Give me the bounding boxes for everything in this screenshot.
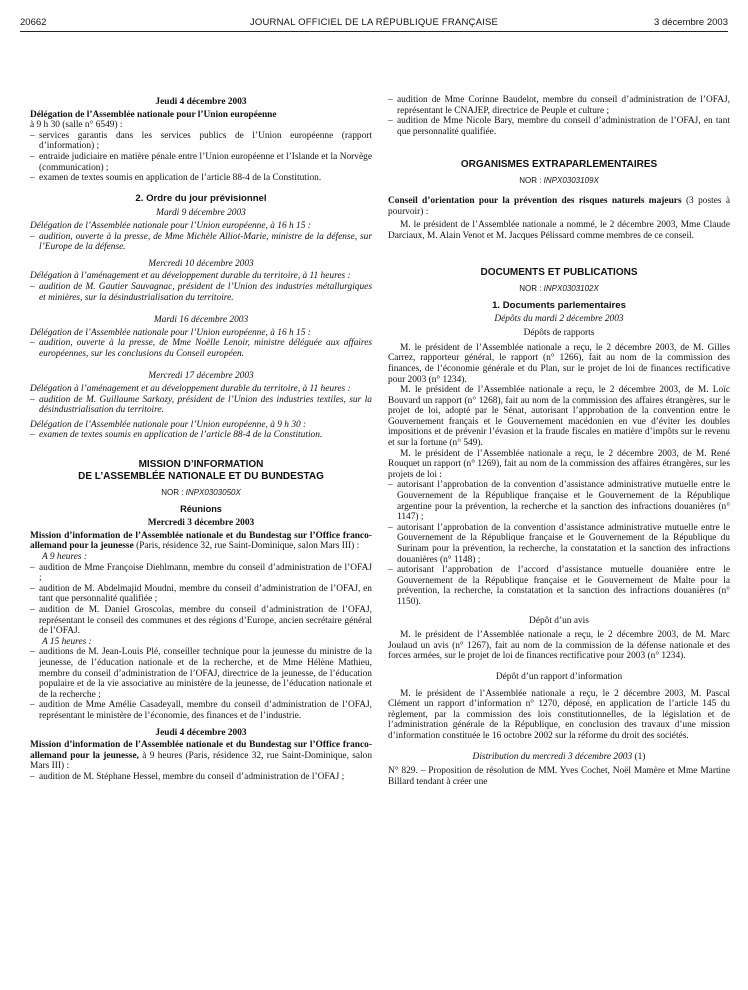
list-item: – audition de M. Stéphane Hessel, membre du conseil d’administration de l’OFAJ ; [30,772,372,783]
list-item: – autorisant l’approbation de l’accord d’assistance mutuelle douanière entre le Gouvernement de la République française et le Gouvernement de Malte pour la prévention, la recherche, la constatation et la sanction des infractions douanières (n° 1150). [388,565,730,607]
paragraph: Mission d’information de l’Assemblée nationale et du Bundestag sur l’Office franco-allemand pour la jeunesse (Paris, résidence 32, rue Saint-Dominique, salon Mars III) : [30,530,372,552]
date-heading: Jeudi 4 décembre 2003 [155,97,247,107]
page-header [20,17,728,32]
agenda-list [30,563,372,637]
list-item: – auditions de M. Jean-Louis Plé, conseiller technique pour la jeunesse du ministre de la jeunesse, de l’éducation nationale et de la recherche, et de Mme Hélène Mathieu, membre du conseil d’administration de l’OFAJ, directrice de la jeunesse, de l’éducation populaire et de la vie associative au ministère de la jeunesse, de l’éducation nationale et de la recherche ; [30,647,372,700]
paragraph: M. le président de l’Assemblée nationale a reçu, le 2 décembre 2003, de M. René Rouquet un rapport (n° 1269), fait au nom de la commission des affaires étrangères, sur les projets de loi : [388,448,730,480]
mission-title: MISSION D’INFORMATION [138,459,264,471]
agenda-list [30,772,372,783]
agenda-list [30,232,372,253]
journal-title: JOURNAL OFFICIEL DE LA RÉPUBLIQUE FRANÇAISE [249,17,499,28]
date-heading: Mardi 9 décembre 2003 [156,208,246,219]
list-item: – autorisant l’approbation de la convention d’assistance administrative mutuelle entre le Gouvernement de la République française et le Gouvernement de la République argentine pour la prévention, la recherche et la sanction des infractions douanières (n° 1147) ; [388,480,730,522]
paragraph: Délégation de l’Assemblée nationale pour l’Union européenne, à 16 h 15 : [30,327,311,338]
nor-reference: NOR : INPX0303109X [519,176,599,186]
date-heading: Mercredi 17 décembre 2003 [148,371,254,382]
page-number: 20662 [20,17,47,28]
section-title: ORGANISMES EXTRAPARLEMENTAIRES [460,159,658,171]
agenda-list [30,338,372,359]
paragraph: Délégation à l’aménagement et au développement durable du territoire, à 11 heures : [30,384,351,395]
list-item: – entraide judiciaire en matière pénale entre l’Union européenne et l’Islande et la Norvège (communication) ; [30,152,372,173]
agenda-list [388,95,730,137]
section-heading: Réunions [180,503,222,514]
paragraph: Délégation de l’Assemblée nationale pour l’Union européenne à 9 h 30 (salle n° 6549) : [30,109,277,131]
agenda-list [30,395,372,416]
list-item: – examen de textes soumis en application de l’article 88-4 de la Constitution. [30,173,372,184]
list-item: – audition de Mme Nicole Bary, membre du conseil d’administration de l’OFAJ, en tant que personnalité qualifiée. [388,116,730,137]
section-heading: 1. Documents parlementaires [492,299,626,311]
date-heading: Mercredi 3 décembre 2003 [147,518,255,529]
paragraph: M. le président de l’Assemblée nationale a reçu, le 2 décembre 2003, de M. Loïc Bouvard un rapport (n° 1268), fait au nom de la commission des affaires étrangères, sur le projet de loi, adopté par le Sénat, autorisant l’approbation de la convention entre le Gouvernement français et le Gouvernement macédonien en vue d’éviter les doubles impositions et de prévenir l’évasion et la fraude fiscales en matière d’impôts sur le revenu et sur la fortune (n° 549). [388,385,730,449]
agenda-list [30,282,372,303]
paragraph: Délégation de l’Assemblée nationale pour l’Union européenne, à 9 h 30 : [30,419,307,430]
nor-reference: NOR : INPX0303050X [161,488,241,498]
time-label: A 9 heures : [42,552,88,562]
agenda-list [30,131,372,184]
list-item: – examen de textes soumis en application de l’article 88-4 de la Constitution. [30,430,372,441]
list-item: – audition, ouverte à la presse, de Mme Michèle Alliot-Marie, ministre de la défense, sur l’Europe de la défense. [30,232,372,253]
section-heading: 2. Ordre du jour prévisionnel [135,192,267,204]
list-item: – audition de M. Gautier Sauvagnac, président de l’Union des industries métallurgiques et minières, sur la désindustrialisation du territoire. [30,282,372,303]
time-label: A 15 heures : [42,636,92,647]
section-title: DOCUMENTS ET PUBLICATIONS [480,267,638,279]
header-date: 3 décembre 2003 [654,17,728,28]
list-item: – audition de Mme Amélie Casadeyall, membre du conseil d’administration de l’OFAJ, représentant le ministère de l’économie, des finances et de l’industrie. [30,700,372,721]
list-item: – autorisant l’approbation de la convention d’assistance administrative mutuelle entre le Gouvernement de la République française et le Gouvernement de la République du Surinam pour la prévention, la recherche, la constatation et la sanction des infractions douanières (n° 1148) ; [388,523,730,565]
agenda-list [30,430,372,441]
right-column [388,95,730,787]
mission-subtitle: DE L’ASSEMBLÉE NATIONALE ET DU BUNDESTAG [78,471,324,483]
paragraph: M. le président de l’Assemblée nationale a nommé, le 2 décembre 2003, Mme Claude Darciaux, M. Alain Venot et M. Jacques Pélissard comme membres de ce conseil. [388,220,730,241]
nor-reference: NOR : INPX0303102X [519,284,599,294]
subheading: Dépôts de rapports [523,328,595,339]
list-item: – services garantis dans les services publics de l’Union européenne (rapport d’information) ; [30,131,372,152]
paragraph: Délégation de l’Assemblée nationale pour l’Union européenne, à 16 h 15 : [30,220,311,231]
date-heading: Jeudi 4 décembre 2003 [155,727,247,738]
list-item: – audition de M. Daniel Groscolas, membre du conseil d’administration de l’OFAJ, représentant le conseil des communes et des régions d’Europe, ancien secrétaire général de l’OFAJ. [30,605,372,637]
paragraph: Conseil d’orientation pour la prévention des risques naturels majeurs (3 postes à pourvoir) : [388,195,730,217]
date-heading: Mercredi 10 décembre 2003 [148,258,254,269]
agenda-list [30,647,372,721]
paragraph: M. le président de l’Assemblée nationale a reçu, le 2 décembre 2003, de M. Marc Joulaud un avis (n° 1267), fait au nom de la commission de la défense nationale et des forces armées, sur le projet de loi de finances rectificative pour 2003 (n° 1234). [388,630,730,662]
date-heading: Dépôts du mardi 2 décembre 2003 [494,313,624,324]
paragraph: N° 829. – Proposition de résolution de MM. Yves Cochet, Noël Mamère et Mme Martine Billard tendant à créer une [388,766,730,787]
paragraph: Délégation à l’aménagement et au développement durable du territoire, à 11 heures : [30,271,351,282]
list-item: – audition de Mme Françoise Diehlmann, membre du conseil d’administration de l’OFAJ ; [30,563,372,584]
subheading: Distribution du mercredi 3 décembre 2003 (1) [472,751,646,762]
paragraph: M. le président de l’Assemblée nationale a reçu, le 2 décembre 2003, M. Pascal Clément un rapport d’information n° 1270, déposé, en application de l’article 145 du règlement, par la commission des lois constitutionnelles, de la législation et de l’administration générale de la République, en conclusion des travaux d’une mission d’information constituée le 16 octobre 2002 sur la réforme du droit des sociétés. [388,688,730,741]
list-item: – audition de M. Abdelmajid Moudni, membre du conseil d’administration de l’OFAJ, en tant que personnalité qualifiée ; [30,584,372,605]
list-item: – audition de Mme Corinne Baudelot, membre du conseil d’administration de l’OFAJ, représentant le CNAJEP, directrice de Peuple et culture ; [388,95,730,116]
subheading: Dépôt d’un avis [529,615,589,626]
left-column [30,95,372,782]
date-heading: Mardi 16 décembre 2003 [153,315,249,326]
subheading: Dépôt d’un rapport d’information [495,671,623,682]
paragraph: Mission d’information de l’Assemblée nationale et du Bundestag sur l’Office franco-allemand pour la jeunesse, à 9 heures (Paris, résidence 32, rue Saint-Dominique, salon Mars III) : [30,740,373,772]
agenda-list [388,480,730,607]
list-item: – audition, ouverte à la presse, de Mme Noëlle Lenoir, ministre déléguée aux affaires européennes, sur les conclusions du Conseil européen. [30,338,372,359]
list-item: – audition de M. Guillaume Sarkozy, président de l’Union des industries textiles, sur la désindustrialisation du territoire. [30,395,372,416]
paragraph: M. le président de l’Assemblée nationale a reçu, le 2 décembre 2003, de M. Gilles Carrez, rapporteur général, le rapport (n° 1266), fait au nom de la commission des finances, de l’économie générale et du Plan, sur le projet de loi de finances rectificative pour 2003 (n° 1234). [388,342,730,385]
